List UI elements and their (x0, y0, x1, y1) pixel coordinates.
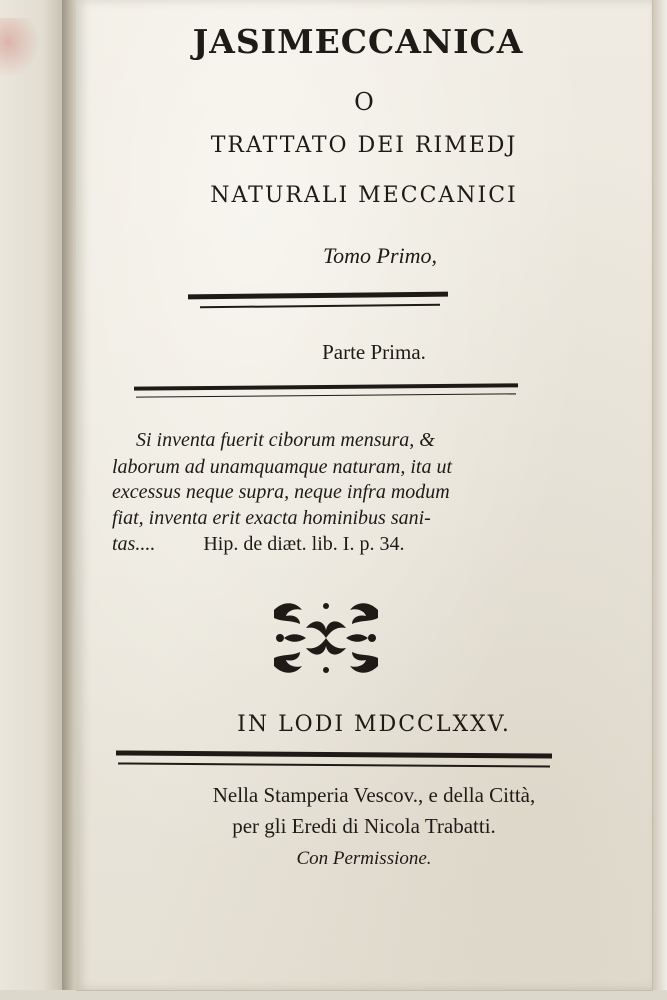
printer-line-2: per gli Eredi di Nicola Trabatti. (232, 814, 496, 838)
printer-line-1: Nella Stamperia Vescov., e della Città, (212, 783, 536, 807)
double-rule-bottom-thin (118, 762, 550, 767)
subtitle-line-2: NATURALI MECCANICI (210, 183, 518, 208)
epigraph-line-2: laborum ad unamquamque naturam, ita ut (112, 456, 452, 478)
page-edge (652, 0, 667, 1000)
title-conjunction: O (354, 88, 374, 116)
epigraph-line-5 (112, 532, 598, 557)
rule-middle-thin (136, 393, 516, 397)
double-rule-bottom (116, 750, 552, 758)
title-page (76, 0, 653, 991)
rule-middle (134, 383, 518, 390)
permission-line: Con Permissione. (296, 848, 432, 869)
epigraph-line-4: fiat, inventa erit exacta hominibus sani- (112, 507, 431, 529)
left-facing-page (0, 0, 63, 1000)
epigraph-line-3: excessus neque supra, neque infra modum (112, 481, 450, 503)
epigraph-line-1: Si inventa fuerit ciborum mensura, & (136, 429, 435, 451)
double-rule-top-thin (200, 304, 440, 309)
part-label: Parte Prima. (322, 340, 426, 364)
double-rule-top (188, 292, 448, 300)
imprint-place-date: IN LODI MDCCLXXV. (237, 712, 511, 737)
book-title: JASIMECCANICA (192, 22, 524, 61)
subtitle-line-1: TRATTATO DEI RIMEDJ (210, 133, 518, 158)
epigraph-last-line: tas.... (112, 533, 156, 555)
floral-fleuron-icon (266, 598, 386, 678)
stain-mark (0, 18, 40, 78)
volume-label: Tomo Primo, (322, 243, 438, 268)
epigraph-reference: Hip. de diæt. lib. I. p. 34. (203, 533, 405, 555)
bottom-edge (0, 990, 667, 1000)
